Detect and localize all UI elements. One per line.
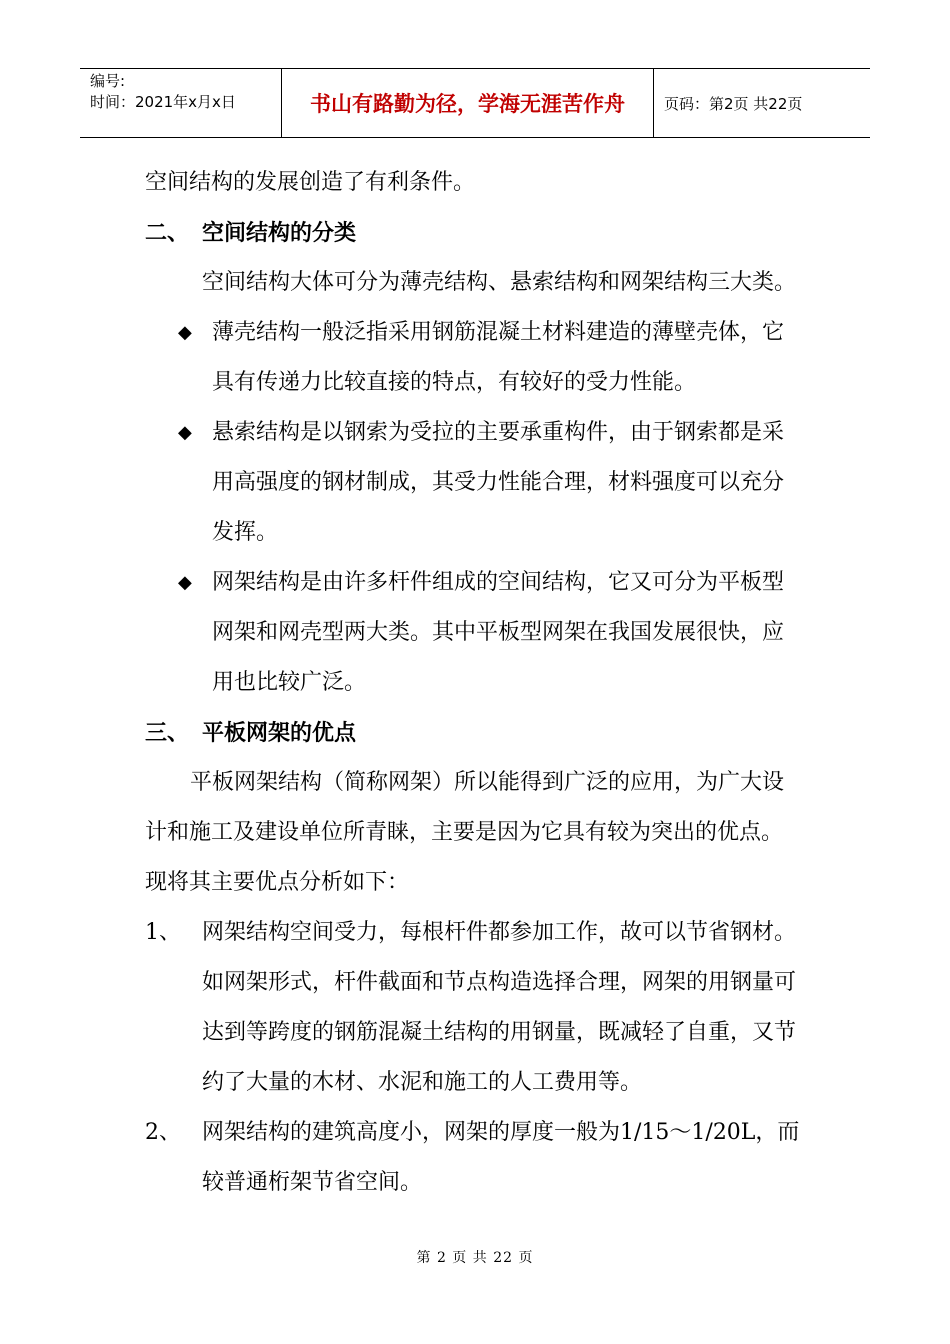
section-number: 三、 (145, 720, 190, 746)
diamond-bullet-icon: ◆ (178, 572, 192, 593)
item-line: 网架结构的建筑高度小，网架的厚度一般为1/15～1/20L，而 (202, 1120, 800, 1145)
diamond-bullet-icon: ◆ (178, 422, 192, 443)
section-number: 二、 (145, 220, 190, 246)
section-title: 平板网架的优点 (202, 720, 357, 746)
bullet-line: 薄壳结构一般泛指采用钢筋混凝土材料建造的薄壁壳体，它 (212, 320, 785, 345)
header-page-info: 页码：第2页 共22页 (664, 94, 803, 113)
page-header (80, 68, 870, 138)
item-line: 如网架形式，杆件截面和节点构造选择合理，网架的用钢量可 (202, 970, 797, 995)
page-footer: 第 2 页 共 22 页 (416, 1250, 534, 1266)
paragraph-continuation: 空间结构的发展创造了有利条件。 (145, 170, 476, 195)
header-motto: 书山有路勤为径，学海无涯苦作舟 (282, 69, 654, 137)
item-line: 网架结构空间受力，每根杆件都参加工作，故可以节省钢材。 (202, 920, 797, 945)
header-meta (80, 69, 282, 137)
bullet-line: 发挥。 (212, 520, 279, 545)
section-title: 空间结构的分类 (202, 220, 357, 246)
item-line: 达到等跨度的钢筋混凝土结构的用钢量，既减轻了自重，又节 (202, 1020, 797, 1045)
item-number: 2、 (145, 1120, 181, 1145)
bullet-line: 用高强度的钢材制成，其受力性能合理，材料强度可以充分 (212, 470, 785, 495)
bullet-line: 用也比较广泛。 (212, 670, 367, 695)
item-line: 约了大量的木材、水泥和施工的人工费用等。 (202, 1070, 643, 1095)
paragraph-line: 计和施工及建设单位所青睐，主要是因为它具有较为突出的优点。 (145, 820, 784, 845)
paragraph-line: 现将其主要优点分析如下： (145, 870, 410, 895)
bullet-line: 悬索结构是以钢索为受拉的主要承重构件，由于钢索都是采 (212, 420, 785, 445)
paragraph: 空间结构大体可分为薄壳结构、悬索结构和网架结构三大类。 (202, 270, 797, 295)
document-date: 时间：2021年x月x日 (90, 93, 236, 111)
diamond-bullet-icon: ◆ (178, 322, 192, 343)
bullet-line: 具有传递力比较直接的特点，有较好的受力性能。 (212, 370, 697, 395)
item-line: 较普通桁架节省空间。 (202, 1170, 423, 1195)
item-number: 1、 (145, 920, 181, 945)
paragraph-line: 平板网架结构（简称网架）所以能得到广泛的应用，为广大设 (190, 770, 785, 795)
bullet-line: 网架和网壳型两大类。其中平板型网架在我国发展很快，应 (212, 620, 785, 645)
document-number-label: 编号: (90, 72, 126, 90)
bullet-line: 网架结构是由许多杆件组成的空间结构，它又可分为平板型 (212, 570, 785, 595)
